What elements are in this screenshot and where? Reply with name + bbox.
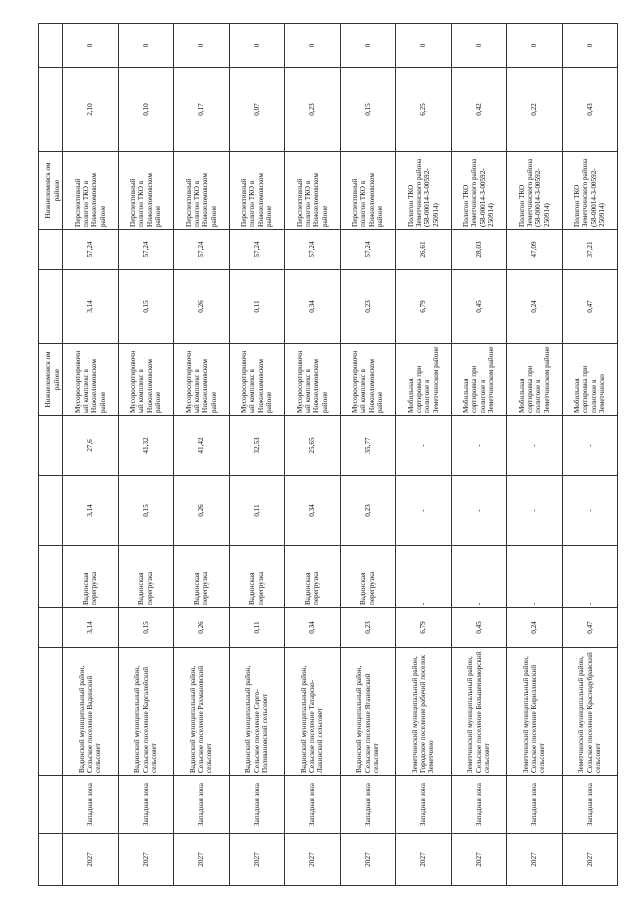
mass-cell: 0,45: [451, 608, 507, 648]
table-row: [340, 24, 396, 886]
territory-cell: Вадинский муниципальный район, Сельское поселение Татарско-Лакинский сельсовет: [285, 648, 341, 776]
method-cell: Вадинская перегрузка: [340, 546, 396, 608]
processing-cell: Мобильная сортировка при полигоне в Земетчинском районе: [507, 344, 563, 416]
transfer-cell: -: [562, 476, 618, 546]
transfer-cell: -: [396, 476, 452, 546]
transfer-cell: -: [451, 476, 507, 546]
processing-cell: Мобильная сортировка при полигоне в Земетчинском районе: [451, 344, 507, 416]
processed-cell: 0,45: [451, 270, 507, 344]
proc-distance-cell: 47,09: [507, 230, 563, 270]
mass-cell: 0,15: [118, 608, 174, 648]
disposed-cell: 0,22: [507, 68, 563, 152]
mass-cell: 3,14: [63, 608, 119, 648]
disposed-cell: 0,07: [229, 68, 285, 152]
year-cell: 2027: [118, 834, 174, 886]
disposal-cell: Перспективный полигон ТКО в Нижнеломовском районе: [118, 152, 174, 230]
distance-cell: 41,42: [174, 416, 230, 476]
method-cell: Вадинская перегрузка: [285, 546, 341, 608]
proc-distance-cell: 57,24: [285, 230, 341, 270]
zone-cell: Западная зона: [451, 776, 507, 834]
processing-cell: Мусоросортировочный комплекс в Нижнеломовском районе: [229, 344, 285, 416]
header-cell: [39, 476, 63, 546]
disposed-cell: 0,15: [340, 68, 396, 152]
disposal-cell: Перспективный полигон ТКО в Нижнеломовском районе: [285, 152, 341, 230]
table-row: [451, 24, 507, 886]
transfer-cell: 0,15: [118, 476, 174, 546]
territory-cell: Вадинский муниципальный район, Сельское поселение Ягановский сельсовет: [340, 648, 396, 776]
year-cell: 2027: [507, 834, 563, 886]
disposal-cell: Перспективный полигон ТКО в Нижнеломовском районе: [229, 152, 285, 230]
processing-cell: Мусоросортировочный комплекс в Нижнеломовском районе: [118, 344, 174, 416]
disposed-cell: 6,25: [396, 68, 452, 152]
table-header-row: [39, 24, 63, 886]
distance-cell: 32,53: [229, 416, 285, 476]
table-body: [39, 24, 618, 886]
method-cell: Вадинская перегрузка: [118, 546, 174, 608]
distance-cell: 25,65: [285, 416, 341, 476]
extra-cell: 0: [451, 24, 507, 68]
processed-cell: 0,15: [118, 270, 174, 344]
extra-cell: 0: [174, 24, 230, 68]
processing-cell: Мусоросортировочный комплекс в Нижнеломовском районе: [340, 344, 396, 416]
table-row: [285, 24, 341, 886]
method-cell: -: [507, 546, 563, 608]
proc-distance-cell: 57,24: [340, 230, 396, 270]
mass-cell: 0,47: [562, 608, 618, 648]
territory-cell: Вадинский муниципальный район, Сельское поселение Серго-Поливановский сельсовет: [229, 648, 285, 776]
processing-cell: Мусоросортировочный комплекс в Нижнеломовском районе: [63, 344, 119, 416]
zone-cell: Западная зона: [562, 776, 618, 834]
territory-cell: Вадинский муниципальный район, Сельское поселение Вадинский сельсовет: [63, 648, 119, 776]
header-cell: [39, 546, 63, 608]
mass-cell: 6,79: [396, 608, 452, 648]
distance-cell: -: [396, 416, 452, 476]
transfer-cell: -: [507, 476, 563, 546]
zone-cell: Западная зона: [507, 776, 563, 834]
distance-cell: -: [451, 416, 507, 476]
table-row: [174, 24, 230, 886]
rotated-table-wrapper: [38, 24, 618, 886]
extra-cell: 0: [63, 24, 119, 68]
mass-cell: 0,23: [340, 608, 396, 648]
year-cell: 2027: [229, 834, 285, 886]
transfer-cell: 0,34: [285, 476, 341, 546]
method-cell: -: [451, 546, 507, 608]
disposed-cell: 0,42: [451, 68, 507, 152]
header-cell: [39, 68, 63, 152]
header-cell: [39, 416, 63, 476]
header-cell: [39, 608, 63, 648]
zone-cell: Западная зона: [340, 776, 396, 834]
rotated-page: [38, 24, 618, 886]
zone-cell: Западная зона: [118, 776, 174, 834]
processed-cell: 3,14: [63, 270, 119, 344]
zone-cell: Западная зона: [229, 776, 285, 834]
header-cell: [39, 230, 63, 270]
disposed-cell: 0,10: [118, 68, 174, 152]
transfer-cell: 0,11: [229, 476, 285, 546]
zone-cell: Западная зона: [285, 776, 341, 834]
extra-cell: 0: [118, 24, 174, 68]
extra-cell: 0: [285, 24, 341, 68]
territory-cell: Земетчинский муниципальный район, Сельское поселение Кирилловский сельсовет: [507, 648, 563, 776]
distance-cell: 35,77: [340, 416, 396, 476]
processed-cell: 0,23: [340, 270, 396, 344]
extra-cell: 0: [396, 24, 452, 68]
proc-distance-cell: 26,61: [396, 230, 452, 270]
transfer-cell: 0,23: [340, 476, 396, 546]
territory-cell: Вадинский муниципальный район, Сельское поселение Рахмановский сельсовет: [174, 648, 230, 776]
disposed-cell: 0,43: [562, 68, 618, 152]
extra-cell: 0: [340, 24, 396, 68]
year-cell: 2027: [63, 834, 119, 886]
header-cell: [39, 24, 63, 68]
transfer-cell: 3,14: [63, 476, 119, 546]
table-row: [229, 24, 285, 886]
processed-cell: 0,34: [285, 270, 341, 344]
header-cell: [39, 648, 63, 776]
proc-distance-cell: 57,24: [63, 230, 119, 270]
table-row: [562, 24, 618, 886]
method-cell: Вадинская перегрузка: [174, 546, 230, 608]
territory-cell: Земетчинский муниципальный район, Городское поселение рабочий поселок Земетчино: [396, 648, 452, 776]
mass-cell: 0,26: [174, 608, 230, 648]
extra-cell: 0: [507, 24, 563, 68]
table-row: [396, 24, 452, 886]
processing-cell: Мусоросортировочный комплекс в Нижнеломовском районе: [285, 344, 341, 416]
disposed-cell: 2,10: [63, 68, 119, 152]
proc-distance-cell: 57,24: [174, 230, 230, 270]
processing-cell: Мусоросортировочный комплекс в Нижнеломовском районе: [174, 344, 230, 416]
year-cell: 2027: [285, 834, 341, 886]
disposal-cell: Полигон ТКО Земетчинского района (58-00014-З-00592-250914): [507, 152, 563, 230]
method-cell: -: [562, 546, 618, 608]
method-cell: -: [396, 546, 452, 608]
processed-cell: 6,79: [396, 270, 452, 344]
processed-cell: 0,24: [507, 270, 563, 344]
year-cell: 2027: [451, 834, 507, 886]
distance-cell: 27,6: [63, 416, 119, 476]
year-cell: 2027: [174, 834, 230, 886]
table-row: [63, 24, 119, 886]
year-cell: 2027: [340, 834, 396, 886]
zone-cell: Западная зона: [396, 776, 452, 834]
extra-cell: 0: [562, 24, 618, 68]
header-cell: [39, 834, 63, 886]
disposed-cell: 0,23: [285, 68, 341, 152]
territory-cell: Земетчинский муниципальный район, Сельское поселение Краснодубравский сельсовет: [562, 648, 618, 776]
processed-cell: 0,47: [562, 270, 618, 344]
disposal-cell: Полигон ТКО Земетчинского района (58-00014-З-00592-250914): [396, 152, 452, 230]
year-cell: 2027: [396, 834, 452, 886]
processing-cell: Мобильная сортировка при полигоне в Земетчинском районе: [396, 344, 452, 416]
disposal-cell: Полигон ТКО Земетчинского района (58-00014-З-00592-250914): [562, 152, 618, 230]
zone-cell: Западная зона: [174, 776, 230, 834]
table-row: [118, 24, 174, 886]
proc-distance-cell: 28,03: [451, 230, 507, 270]
disposed-cell: 0,17: [174, 68, 230, 152]
header-cell-unit: Нижнеломовск ом районе: [39, 344, 63, 416]
zone-cell: Западная зона: [63, 776, 119, 834]
method-cell: Вадинская перегрузка: [63, 546, 119, 608]
distance-cell: -: [507, 416, 563, 476]
processed-cell: 0,26: [174, 270, 230, 344]
year-cell: 2027: [562, 834, 618, 886]
proc-distance-cell: 57,24: [118, 230, 174, 270]
proc-distance-cell: 37,21: [562, 230, 618, 270]
extra-cell: 0: [229, 24, 285, 68]
mass-cell: 0,34: [285, 608, 341, 648]
disposal-cell: Перспективный полигон ТКО в Нижнеломовском районе: [340, 152, 396, 230]
header-cell: [39, 776, 63, 834]
mass-cell: 0,24: [507, 608, 563, 648]
disposal-cell: Полигон ТКО Земетчинского района (58-00014-З-00592-250914): [451, 152, 507, 230]
method-cell: Вадинская перегрузка: [229, 546, 285, 608]
header-cell: [39, 270, 63, 344]
processed-cell: 0,11: [229, 270, 285, 344]
territory-cell: Земетчинский муниципальный район, Сельское поселение Большеижморский сельсовет: [451, 648, 507, 776]
mass-cell: 0,11: [229, 608, 285, 648]
header-cell-unit: Нижнеломовск ом районе: [39, 152, 63, 230]
disposal-cell: Перспективный полигон ТКО в Нижнеломовском районе: [63, 152, 119, 230]
distance-cell: 41,32: [118, 416, 174, 476]
territory-cell: Вадинский муниципальный район, Сельское поселение Каргалейский сельсовет: [118, 648, 174, 776]
processing-cell: Мобильная сортировка при полигоне в Земетчинско: [562, 344, 618, 416]
disposal-cell: Перспективный полигон ТКО в Нижнеломовском районе: [174, 152, 230, 230]
transfer-cell: 0,26: [174, 476, 230, 546]
waste-flow-table: [38, 23, 618, 886]
table-row: [507, 24, 563, 886]
distance-cell: -: [562, 416, 618, 476]
proc-distance-cell: 57,24: [229, 230, 285, 270]
